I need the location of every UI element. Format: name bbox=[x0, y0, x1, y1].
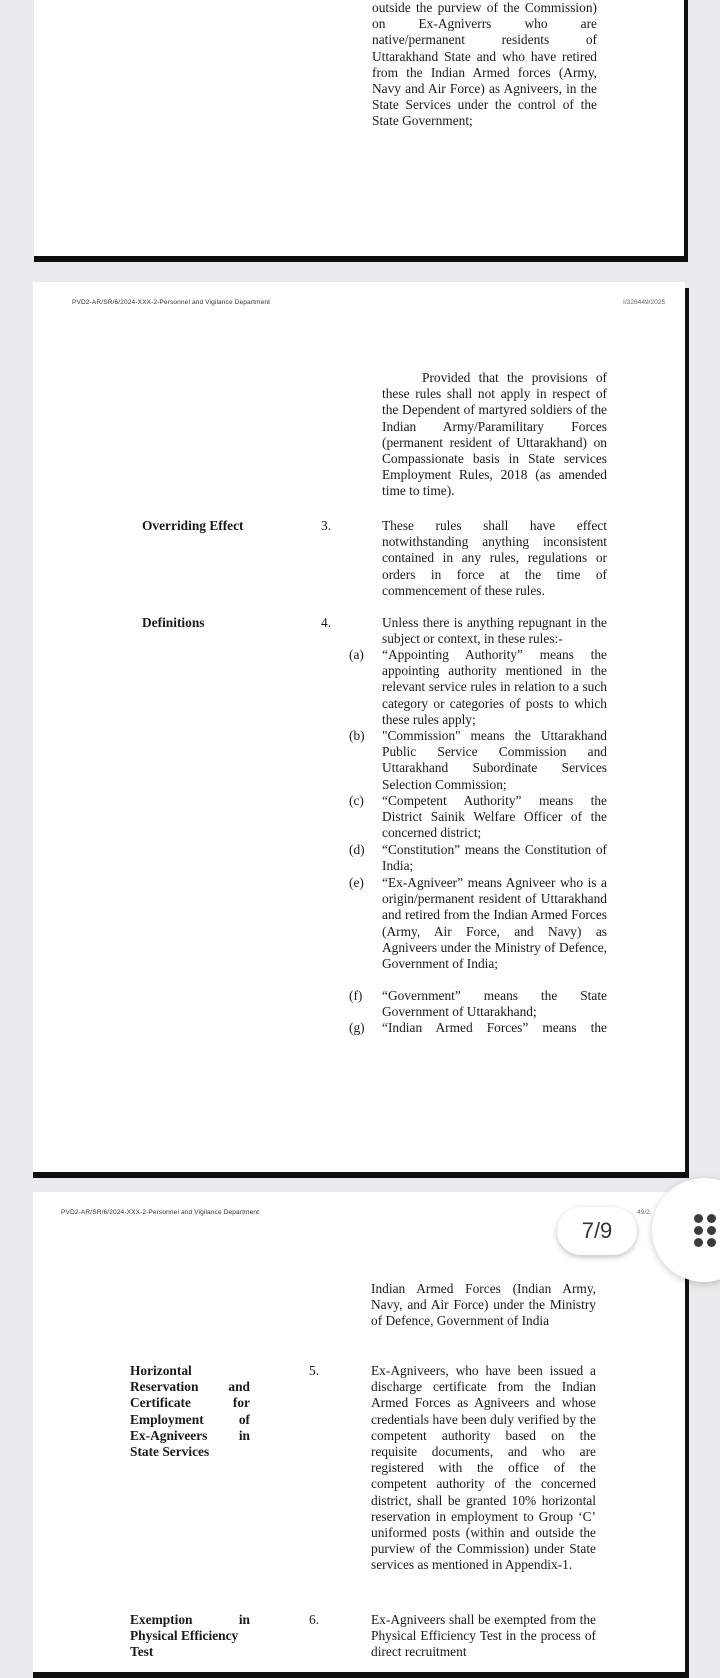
section-4-title: Definitions bbox=[142, 615, 205, 630]
page-counter[interactable]: 7/9 bbox=[557, 1207, 637, 1255]
page2-header: PVD2-AR/SR/6/2024-XXX-2-Personnel and Vigilance Department bbox=[72, 299, 271, 306]
section-5-number: 5. bbox=[309, 1363, 320, 1378]
section-4-number: 4. bbox=[321, 615, 332, 630]
proviso-text: Provided that the provisions of these rules shall not apply in respect of the Dependent of martyred soldiers of the Indian Army/Paramilitary Forces (permanent resident of Uttarakhand) on Compassionate basis in State services Employment Rules, 2018 (as amended time to time). bbox=[382, 370, 607, 499]
page2-header-id: I/326449/2025 bbox=[623, 299, 666, 306]
section-6-title: Exemption in Physical Efficiency Test bbox=[130, 1612, 250, 1660]
document-page-1 bbox=[34, 0, 684, 256]
section-5-text: Ex-Agniveers, who have been issued a discharge certificate from the Indian Armed Forces as Agniveers and whose credentials have been duly verified by the competent authority based on the requisite documents, and who are registered with the office of the competent authority of the concerned district, shall be granted 10% horizontal reservation in employment to Group ‘C’ uniformed posts (within and outside the purview of the Commission) under State services as mentioned in Appendix-1. bbox=[371, 1363, 596, 1573]
document-page-3 bbox=[33, 1192, 685, 1672]
page1-fragment: outside the purview of the Commission) on Ex-Agniverrs who are native/permanent residents of Uttarakhand State and who have retired from the Indian Armed forces (Army, Navy and Air Force) as Agniveers, in the State Services under the control of the State Government; bbox=[372, 0, 597, 129]
grid-dots-icon bbox=[694, 1214, 716, 1248]
page3-header: PVD2-AR/SR/6/2024-XXX-2-Personnel and Vigilance Department bbox=[61, 1209, 260, 1216]
section-3-title: Overriding Effect bbox=[142, 518, 244, 533]
section-6-number: 6. bbox=[309, 1612, 320, 1627]
section-5-title: Horizontal Reservation and Certificate for Employment of Ex-Agniveers in State Services bbox=[130, 1363, 250, 1460]
section-3-text: These rules shall have effect notwithstanding anything inconsistent contained in any rules, regulations or orders in force at the time of commencement of these rules. bbox=[382, 518, 607, 598]
page3-header-id: 49/2 bbox=[637, 1209, 650, 1216]
section-6-text: Ex-Agniveers shall be exempted from the Physical Efficiency Test in the process of direct recruitment bbox=[371, 1612, 596, 1660]
section-4-intro: Unless there is anything repugnant in the subject or context, in these rules:- bbox=[382, 615, 607, 647]
section-3-number: 3. bbox=[321, 518, 332, 533]
document-page-2: PVD2-AR/SR/6/2024-XXX-2-Personnel and Vigilance Department I/326449/2025 Provided that the provisions of these rules shall not apply in respect of the Dependent of martyred soldiers of the Indian Army/Paramilitary Forces (permanent resident of Uttarakhand) on Compassionate basis in State services Employment Rules, 2018 (as amended time to time). Overriding Effect 3. These rules shall have effect notwithstanding anything inconsistent contained in any rules, regulations or orders in force at the time of commencement of these rules. Definitions 4. Unless there is anything repugnant in the subject or context, in these rules:- (a) “Appointing Authority” means the appointing authority mentioned in the relevant service rules in relation to a such category or categories of posts to which these rules apply; (b) "Commission" means the Uttarakhand Public Service Commission and Uttarakhand Subordinate Services Selection Commission; (c) “Competent Authority” means the District Sainik Welfare Officer of the concerned district; (d) “Constitution” means the Constitution of India; (e) “Ex-Agniveer” means Agniveer who is a origin/permanent resident of Uttarakhand and retired from the Indian Armed Forces (Army, Air Force, and Navy) as Agniveers under the Ministry of Defence, Government of India; (f) “Government” means the State Government of Uttarakhand; (g) “Indian Armed Forces” means the bbox=[33, 282, 685, 1172]
continuation-text: Indian Armed Forces (Indian Army, Navy, and Air Force) under the Ministry of Defence, Government of India bbox=[371, 1281, 596, 1329]
